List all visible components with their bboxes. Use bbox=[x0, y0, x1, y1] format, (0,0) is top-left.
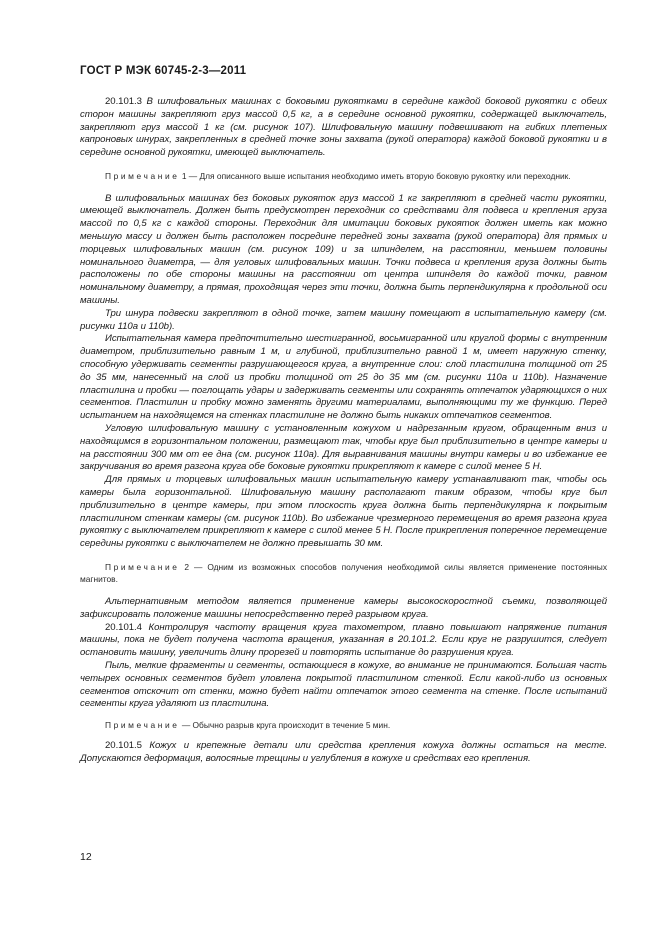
paragraph-dust-fragments: Пыль, мелкие фрагменты и сегменты, остающиеся в кожухе, во внимание не принимаются. Большая часть четырех основных сегментов будет уловлена покрытой пластилином стенкой. Если какой-либо из основных сегментов отскочит от стенки, можно будет найти отпечаток этого сегмента на стенке. После испытаний сегменты круга удаляют из пластилина. bbox=[80, 660, 607, 710]
note-label: Примечание bbox=[105, 561, 180, 572]
section-text: В шлифовальных машинах с боковыми рукоятками в середине каждой боковой рукоятки с обеих сторон машины закрепляют груз массой 0,5 кг, а в середине основной рукоятки, содержащей выключатель, закрепляют груз массой 1 кг (см. рисунок 107). Шлифовальную машину подвешивают на гибких плетеных капроновых шнурах, закрепленных в средней точке зоны захвата (рукой оператора) каждой боковой рукоятки и в середине основной рукоятки, имеющей выключатель. bbox=[80, 96, 608, 159]
note-2 bbox=[80, 561, 607, 586]
paragraph-straight-grinder: Для прямых и торцевых шлифовальных машин испытательную камеру устанавливают так, чтобы ось камеры была горизонтальной. Шлифовальную машину располагают таким образом, чтобы круг был приблизительно в центре камеры, при этом плоскость круга должна быть перпендикулярна к покрытым пластилином стенкам камеры (см. рисунок 110b). Во избежание чрезмерного перемещения во время разгона круга рукоятку с выключателем прикрепляют к камере с силой менее 5 Н. После прикрепления поперечное перемещение середины рукоятки с выключателем не должно превышать 30 мм. bbox=[80, 474, 607, 550]
document-body bbox=[80, 96, 607, 765]
section-text: Контролируя частоту вращения круга тахометром, плавно повышают напряжение питания машины, пока не будет получена частота вращения, указанная в 20.101.2. Если круг не разрушится, следует остановить машину, увеличить длину прорезей и повторять испытание до разрушения круга. bbox=[80, 621, 607, 659]
note-label: Примечание bbox=[105, 170, 180, 181]
section-20-101-4 bbox=[80, 622, 607, 660]
section-20-101-3 bbox=[80, 96, 607, 160]
note-text: — Обычно разрыв круга происходит в течение 5 мин. bbox=[181, 720, 391, 731]
section-20-101-5 bbox=[80, 740, 607, 766]
note-text: 2 — Одним из возможных способов получения необходимой силы является применение постоянных магнитов. bbox=[80, 561, 608, 585]
paragraph-three-cords: Три шнура подвески закрепляют в одной точке, затем машину помещают в испытательную камеру (см. рисунки 110a и 110b). bbox=[80, 307, 607, 332]
paragraph-test-chamber: Испытательная камера предпочтительно шестигранной, восьмигранной или круглой формы с внутренним диаметром, приблизительно равным 1 м, и глубиной, приблизительно равной 1 м, имеет наружную стенку, способную удерживать сегменты разрушающегося круга, а внутренние слои: слой пластилина толщиной от 25 до 35 мм, нанесенный на слой из пробки толщиной от 25 до 35 мм (см. рисунки 110a и 110b). Назначение пластилина и пробки — поглощать удары и задерживать сегменты или сохранять отпечаток ударяющихся о них сегментов. Пластилин и пробку можно заменять другими материалами, выполняющими ту же функцию. Перед испытанием на находящемся на стенках пластилине не должно быть никаких отпечатков сегментов. bbox=[80, 333, 607, 422]
section-text: Кожух и крепежные детали или средства крепления кожуха должны остаться на месте. Допускаются деформация, волосяные трещины и углубления в кожухе и средствах его крепления. bbox=[80, 739, 607, 764]
note-label: Примечание bbox=[105, 720, 180, 731]
paragraph-no-side-handles: В шлифовальных машинах без боковых рукояток груз массой 1 кг закрепляют в средней части рукоятки, имеющей выключатель. Должен быть предусмотрен переходник со средствами для подвеса и крепления груза массой по 0,5 кг с каждой стороны. Переходник для имитации боковых рукояток должен иметь как можно меньшую массу и должен быть расположен посредине передней зоны захвата (рукой оператора) для прямых и торцевых шлифовальных машин (см. рисунок 109) и за шпинделем, на расстоянии, меньшем половины номинального диаметра, — для угловых шлифовальных машин. Точки подвеса и крепления груза должны быть расположены по обе стороны машины на расстоянии от центра шпинделя до каждой точки, равном номинальному диаметру, а прямая, проходящая через эти точки, должна быть перпендикулярна к продольной оси машины. bbox=[80, 192, 607, 306]
section-number: 20.101.5 bbox=[105, 739, 142, 751]
paragraph-alternative-method: Альтернативным методом является применение камеры высокоскоростной съемки, позволяющей зафиксировать положение машины непосредственно перед разрывом круга. bbox=[80, 596, 607, 620]
note-3 bbox=[80, 719, 607, 732]
paragraph-angle-grinder: Угловую шлифовальную машину с установленным кожухом и надрезанным кругом, обращенным вниз и находящимся в горизонтальном положении, размещают так, чтобы круг был приблизительно в центре камеры и на расстоянии 300 мм от ее дна (см. рисунок 110a). Для выравнивания машины внутри камеры и во избежание ее закручивания во время разгона круга обе боковые рукоятки прикрепляют к камере с силой менее 5 Н. bbox=[80, 422, 607, 473]
section-number: 20.101.4 bbox=[105, 621, 142, 633]
note-text: 1 — Для описанного выше испытания необходимо иметь вторую боковую рукоятку или переходник. bbox=[181, 170, 571, 181]
page-number: 12 bbox=[80, 851, 92, 863]
section-number: 20.101.3 bbox=[105, 96, 142, 107]
note-1 bbox=[80, 170, 607, 183]
page-header-standard-number: ГОСТ Р МЭК 60745-2-3—2011 bbox=[80, 65, 247, 77]
